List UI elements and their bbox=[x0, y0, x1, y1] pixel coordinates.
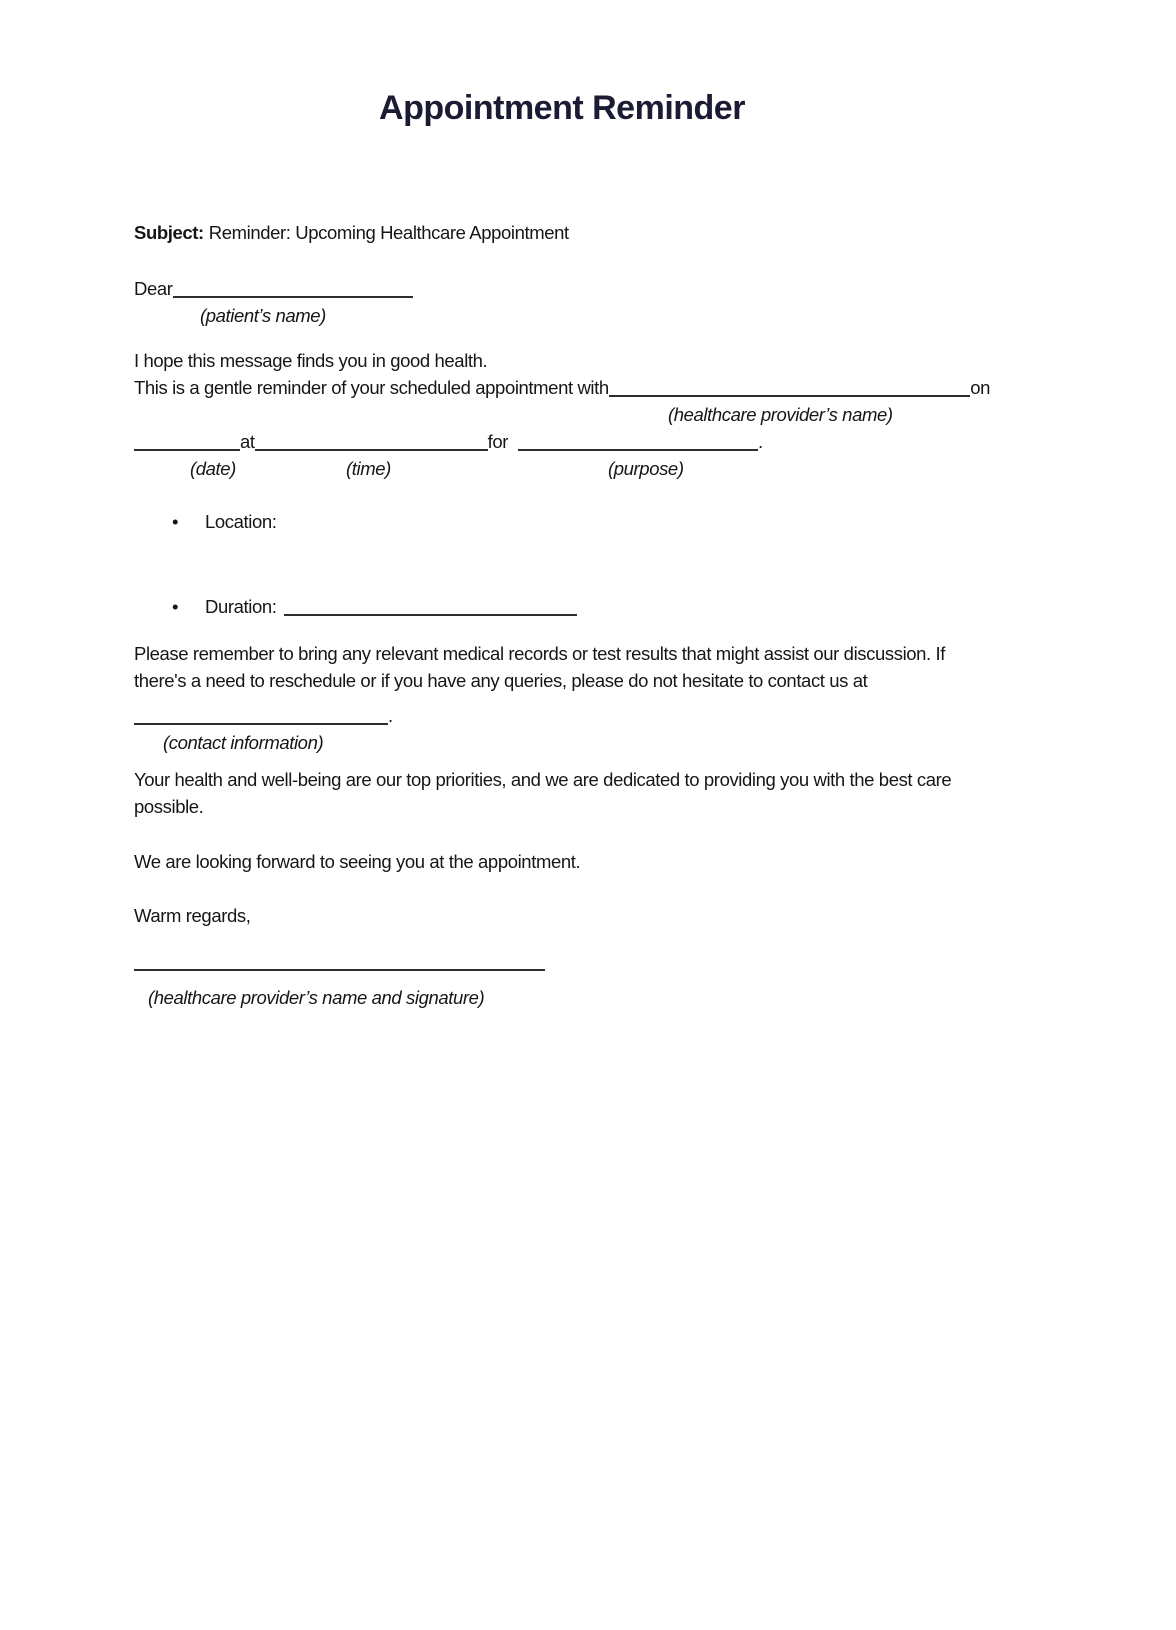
duration-label: Duration: bbox=[205, 596, 277, 617]
patient-name-hint: (patient’s name) bbox=[200, 305, 326, 326]
bullet-icon bbox=[172, 593, 185, 620]
provider-name-hint: (healthcare provider’s name) bbox=[668, 404, 893, 425]
salutation-text: Dear bbox=[134, 278, 173, 299]
subject-line bbox=[134, 219, 990, 246]
bullet-icon bbox=[172, 508, 185, 535]
contact-info-blank bbox=[134, 709, 388, 725]
period-mark: . bbox=[388, 705, 393, 726]
health-paragraph-line2: possible. bbox=[134, 796, 204, 817]
date-blank bbox=[134, 435, 240, 451]
purpose-hint: (purpose) bbox=[608, 458, 684, 479]
page-title: Appointment Reminder bbox=[379, 89, 745, 127]
provider-name-blank bbox=[609, 381, 970, 397]
location-label: Location: bbox=[205, 511, 277, 532]
looking-forward-line: We are looking forward to seeing you at the appointment. bbox=[134, 851, 581, 872]
salutation-line bbox=[134, 275, 990, 302]
word-on: on bbox=[970, 377, 990, 398]
signature-blank bbox=[134, 955, 545, 971]
signature-hint: (healthcare provider’s name and signature) bbox=[148, 987, 485, 1008]
contact-info-hint: (contact information) bbox=[163, 732, 324, 753]
duration-bullet-item bbox=[134, 593, 990, 620]
reminder-text: This is a gentle reminder of your scheduled appointment with bbox=[134, 377, 609, 398]
patient-name-blank bbox=[173, 282, 413, 298]
word-for: for bbox=[487, 431, 509, 452]
time-hint: (time) bbox=[346, 458, 391, 479]
health-paragraph-line1: Your health and well-being are our top priorities, and we are dedicated to providing you with the best care bbox=[134, 769, 952, 790]
period-mark: . bbox=[758, 431, 763, 452]
records-paragraph-line2: there's a need to reschedule or if you have any queries, please do not hesitate to contact us at bbox=[134, 670, 868, 691]
subject-text: Reminder: Upcoming Healthcare Appointment bbox=[208, 222, 569, 243]
date-time-purpose-line bbox=[134, 428, 990, 455]
date-time-purpose-hints bbox=[134, 455, 990, 482]
health-paragraph bbox=[134, 766, 990, 820]
greeting-line: I hope this message finds you in good health. bbox=[134, 350, 488, 371]
records-paragraph bbox=[134, 640, 990, 694]
word-at: at bbox=[240, 431, 255, 452]
time-blank bbox=[255, 435, 488, 451]
reminder-line bbox=[134, 374, 990, 401]
signature-line bbox=[134, 948, 990, 975]
location-bullet-item bbox=[134, 508, 990, 535]
purpose-blank bbox=[518, 435, 758, 451]
reminder-paragraph bbox=[134, 347, 990, 482]
duration-blank bbox=[284, 600, 577, 616]
subject-label: Subject: bbox=[134, 222, 204, 243]
closing-line: Warm regards, bbox=[134, 905, 251, 926]
contact-blank-line bbox=[134, 702, 990, 729]
records-paragraph-line1: Please remember to bring any relevant medical records or test results that might assist our discussion. If bbox=[134, 643, 946, 664]
date-hint: (date) bbox=[190, 458, 236, 479]
